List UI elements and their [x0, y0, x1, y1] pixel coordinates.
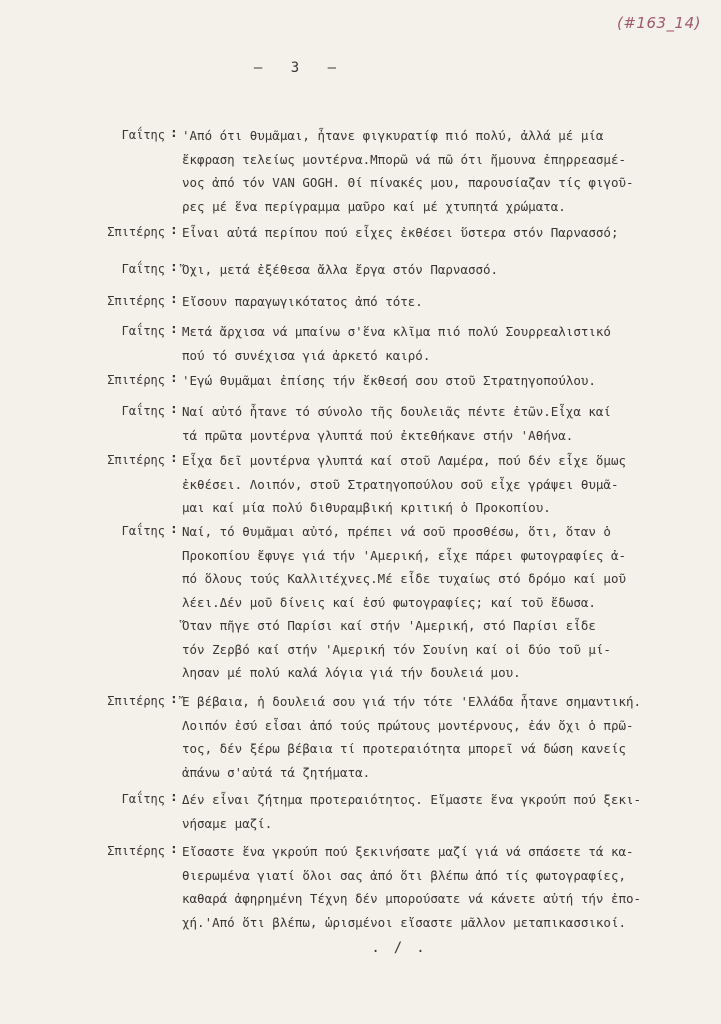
speaker-name: Σπιτέρης — [107, 844, 165, 858]
dialogue-text — [182, 690, 652, 784]
speaker-separator: : — [170, 260, 178, 275]
text-line: ἀπάνω σ'αὐτά τά ζητήματα. — [182, 764, 371, 780]
speaker-name: Σπιτέρης — [107, 373, 165, 387]
dialogue-text — [182, 258, 652, 282]
text-line: Ἔ βέβαια, ἡ δουλειά σου γιά τήν τότε 'Ελλάδα ἦτανε σημαντική. — [182, 694, 642, 709]
dialogue-text — [182, 320, 652, 367]
text-line: τά πρῶτα μοντέρνα γλυπτά πού ἐκτεθήκανε στήν 'Αθήνα. — [182, 427, 574, 443]
text-line: Προκοπίου ἔφυγε γιά τήν 'Αμερική, εἶχε πάρει φωτογραφίες ἀ- — [182, 547, 627, 563]
text-line: πού τό συνέχισα γιά ἀρκετό καιρό. — [182, 347, 431, 363]
speaker-separator: : — [170, 692, 178, 707]
text-line: ρες μέ ἕνα περίγραμμα μαῦρο καί μέ χτυπητά χρώματα. — [182, 198, 566, 214]
dialogue-text — [182, 369, 652, 393]
text-line: λησαν μέ πολύ καλά λόγια γιά τήν δουλειά μου. — [182, 665, 521, 680]
speaker-name: Σπιτέρης — [107, 453, 165, 467]
text-line: Μετά ἄρχισα νά μπαίνω σ'ἕνα κλῖμα πιό πολύ Σουρρεαλιστικό — [182, 324, 611, 339]
dialogue-text — [182, 124, 652, 218]
speaker-separator: : — [170, 402, 178, 417]
speaker-separator: : — [170, 223, 178, 238]
text-line: νήσαμε μαζί. — [182, 815, 273, 831]
dialogue-text — [182, 449, 652, 520]
text-line: πό ὅλους τούς Καλλιτέχνες.Μέ εἶδε τυχαίως στό δρόμο καί μοῦ — [182, 571, 627, 586]
speaker-separator: : — [170, 371, 178, 386]
text-line: τος, δέν ξέρω βέβαια τί προτεραιότητα μπορεῖ νά δώση κανείς — [182, 741, 627, 756]
speaker-separator: : — [170, 322, 178, 337]
text-line: Εἴσουν παραγωγικότατος ἀπό τότε. — [182, 294, 423, 309]
dialogue-text — [182, 788, 652, 835]
text-line: Εἶναι αὐτά περίπου πού εἶχες ἐκθέσει ὕστερα στόν Παρνασσό; — [182, 225, 619, 240]
page-number: – 3 – — [253, 60, 347, 76]
text-line: Λοιπόν ἐσύ εἶσαι ἀπό τούς πρώτους μοντέρνους, ἐάν ὄχι ὁ πρῶ- — [182, 717, 634, 733]
text-line: καθαρά ἀφηρημένη Τέχνη δέν μπορούσατε νά κάνετε αὐτή τήν ἐπο- — [182, 891, 642, 906]
text-line: ἐκθέσει. Λοιπόν, στοῦ Στρατηγοπούλου σοῦ εἶχε γράψει θυμᾶ- — [182, 476, 619, 492]
text-line: Εἴσαστε ἕνα γκρούπ πού ξεκινήσατε μαζί γιά νά σπάσετε τά κα- — [182, 844, 634, 859]
speaker-name: Γαΐτης — [121, 324, 165, 338]
speaker-name: Σπιτέρης — [107, 294, 165, 308]
text-line: τόν Ζερβό καί στήν 'Αμερική τόν Σουίνη καί οἱ δύο τοῦ μί- — [182, 641, 611, 657]
speaker-name: Γαΐτης — [121, 404, 165, 418]
text-line: 'Από ότι θυμᾶμαι, ἦτανε φιγκυρατίφ πιό πολύ, ἀλλά μέ μία — [182, 128, 604, 143]
text-line: μαι καί μία πολύ διθυραμβική κριτική ὁ Προκοπίου. — [182, 500, 551, 515]
speaker-name: Σπιτέρης — [107, 225, 165, 239]
dialogue-text — [182, 840, 652, 934]
text-line: Ναί, τό θυμᾶμαι αὐτό, πρέπει νά σοῦ προσθέσω, ὅτι, ὅταν ὁ — [182, 524, 611, 539]
dialogue-text — [182, 221, 652, 245]
text-line: χή.'Από ὅτι βλέπω, ὡρισμένοι εἴσαστε μᾶλλον μεταπικασσικοί. — [182, 914, 627, 930]
speaker-name: Γαΐτης — [121, 792, 165, 806]
dialogue-text — [182, 520, 652, 685]
speaker-separator: : — [170, 842, 178, 857]
dialogue-text — [182, 400, 652, 447]
speaker-name: Γαΐτης — [121, 262, 165, 276]
dialogue-text — [182, 290, 652, 314]
text-line: Ὄχι, μετά ἐξέθεσα ἄλλα ἔργα στόν Παρνασσό. — [182, 262, 499, 277]
text-line: Ναί αὐτό ἦτανε τό σύνολο τῆς δουλειᾶς πέντε ἐτῶν.Εἶχα καί — [182, 404, 611, 419]
speaker-separator: : — [170, 522, 178, 537]
speaker-separator: : — [170, 451, 178, 466]
speaker-name: Σπιτέρης — [107, 694, 165, 708]
text-line: νος ἀπό τόν VAN GOGH. Θί πίνακές μου, παρουσίαζαν τίς φιγοῦ- — [182, 175, 634, 190]
speaker-name: Γαΐτης — [121, 524, 165, 538]
text-line: λέει.Δέν μοῦ δίνεις καί ἐσύ φωτογραφίες; καί τοῦ ἔδωσα. — [182, 594, 596, 610]
speaker-name: Γαΐτης — [121, 128, 165, 142]
text-line: θιερωμένα γιατί ὅλοι σας ἀπό ὅτι βλέπω ἀπό τίς φωτογραφίες, — [182, 867, 627, 883]
speaker-separator: : — [170, 292, 178, 307]
speaker-separator: : — [170, 790, 178, 805]
text-line: Δέν εἶναι ζήτημα προτεραιότητος. Εἴμαστε ἕνα γκρούπ πού ξεκι- — [182, 792, 642, 807]
text-line: ἔκφραση τελείως μοντέρνα.Μπορῶ νά πῶ ότι ἤμουνα ἐπηρρεασμέ- — [182, 151, 627, 167]
speaker-separator: : — [170, 126, 178, 141]
archive-reference-note: (#163_14) — [617, 14, 701, 32]
text-line: 'Εγώ θυμᾶμαι ἐπίσης τήν ἔκθεσή σου στοῦ Στρατηγοπούλου. — [182, 373, 596, 388]
text-line: Εἶχα δεῖ μοντέρνα γλυπτά καί στοῦ Λαμέρα, πού δέν εἶχε ὅμως — [182, 453, 627, 468]
continuation-mark: ./. — [371, 940, 439, 956]
text-line: Ὅταν πῆγε στό Παρίσι καί στήν 'Αμερική, στό Παρίσι εἶδε — [182, 618, 596, 633]
